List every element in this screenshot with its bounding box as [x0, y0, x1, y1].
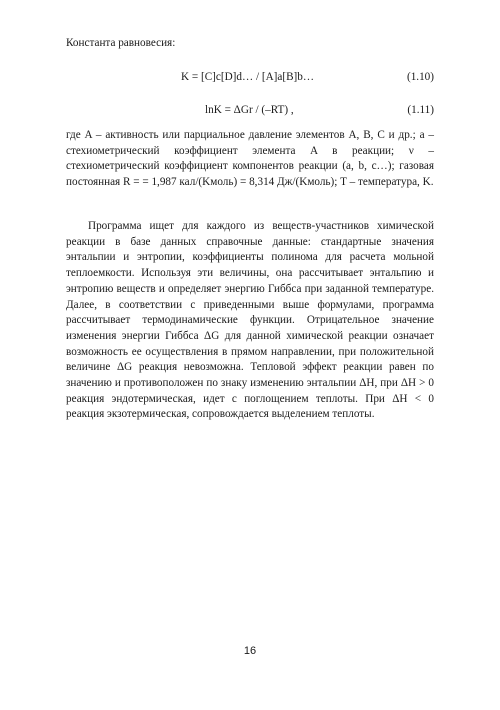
equation-2: lnK = ΔGr / (–RT) ,: [205, 104, 294, 116]
equation-1: K = [C]c[D]d… / [A]a[B]b…: [181, 71, 315, 83]
intro-text: Константа равновесия:: [66, 37, 176, 49]
definitions-paragraph: где A – активность или парциальное давление элементов A, B, C и др.; a – стехиометрический коэффициент элемента A в реакции; ν – стехиометрический коэффициент компонентов реакции (a, b, c…); газовая постоянная R = = 1,987 кал/(Kмоль) = 8,314 Дж/(Kмоль); T – температура, K.: [66, 129, 434, 189]
body-paragraph: Программа ищет для каждого из веществ-участников химической реакции в базе данных справочные данные: стандартные значения энтальпии и энтропии, коэффициенты полинома для расчета мольной теплоемкости. Используя эти величины, она рассчитывает энтальпию и энтропию веществ и определяет энергию Гиббса при заданной температуре. Далее, в соответствии с приведенными выше формулами, программа рассчитывает термодинамические функции. Отрицательное значение изменения энергии Гиббса ΔG для данной химической реакции означает возможность ее осуществления в прямом направлении, при положительной величине ΔG реакция невозможна. Тепловой эффект реакции равен по значению и противоположен по знаку изменению энтальпии ΔH, при ΔH > 0 реакция эндотермическая, идет с поглощением теплоты. При ΔH < 0 реакция экзотермическая, сопровождается выделением теплоты.: [66, 220, 434, 421]
page-number: 16: [243, 645, 257, 657]
equation-2-number: (1.11): [407, 104, 434, 116]
equation-1-number: (1.10): [406, 71, 434, 83]
